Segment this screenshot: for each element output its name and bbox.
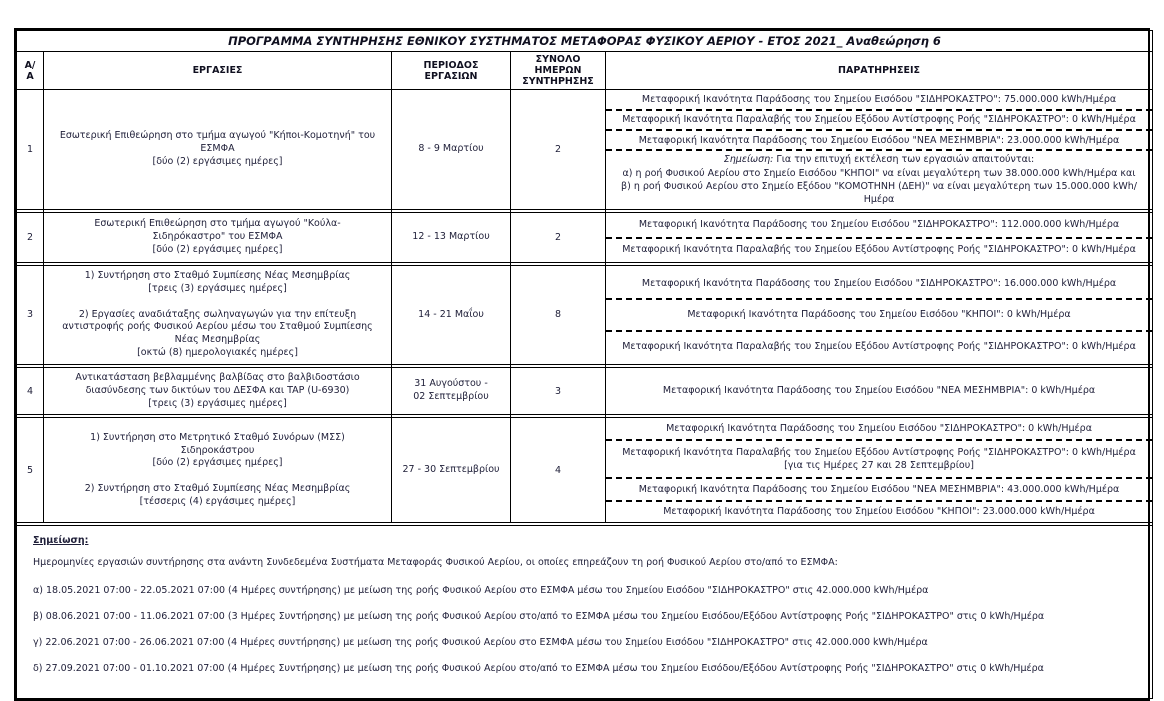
remark-box — [606, 149, 1152, 208]
table-row — [17, 90, 1153, 210]
column-header-days: ΣΥΝΟΛΟ ΗΜΕΡΩΝ ΣΥΝΤΗΡΗΣΗΣ — [511, 52, 606, 90]
tasks-cell — [44, 418, 392, 523]
document-title: ΠΡΟΓΡΑΜΜΑ ΣΥΝΤΗΡΗΣΗΣ ΕΘΝΙΚΟΥ ΣΥΣΤΗΜΑΤΟΣ ΜΕΤΑΦΟΡΑΣ ΦΥΣΙΚΟΥ ΑΕΡΙΟΥ - ΕΤΟΣ 2021_ Αναθεώρηση 6 — [17, 31, 1153, 52]
period-cell — [392, 90, 511, 210]
period-line: 12 - 13 Μαρτίου — [412, 231, 490, 243]
task-line: [τρεις (3) εργάσιμες ημέρες] — [148, 397, 287, 409]
remark-line: Μεταφορική Ικανότητα Παράδοσης του Σημείου Εισόδου "ΝΕΑ ΜΕΣΗΜΒΡΙΑ": 0 kWh/Ημέρα — [662, 385, 1096, 397]
remark-line: Σημείωση: Για την επιτυχή εκτέλεση των εργασιών απαιτούνται: — [723, 154, 1035, 166]
row-index-cell: 3 — [17, 266, 44, 365]
table-row — [17, 213, 1153, 263]
remarks-stack — [606, 214, 1152, 262]
remark-box — [606, 477, 1152, 499]
task-group — [58, 432, 377, 470]
period-line: 14 - 21 Μαΐου — [418, 308, 484, 320]
remark-line: Μεταφορική Ικανότητα Παράδοσης του Σημείου Εισόδου "ΣΙΔΗΡΟΚΑΣΤΡΟ": 75.000.000 kWh/Ημέρα — [641, 93, 1117, 105]
period-line: 8 - 9 Μαρτίου — [418, 143, 484, 155]
remark-line: β) η ροή Φυσικού Αερίου στο Σημείο Εξόδου "ΚΟΜΟΤΗΝΗ (ΔΕΗ)" να είναι μεγαλύτερη των 15.000.000 kWh/Ημέρα — [621, 180, 1137, 206]
remark-line: Μεταφορική Ικανότητα Παραλαβής του Σημείου Εξόδου Αντίστροφης Ροής "ΣΙΔΗΡΟΚΑΣΤΡΟ": 0 kWh/Ημέρα — [622, 340, 1136, 352]
remark-box — [606, 268, 1152, 298]
task-line: 1) Συντήρηση στο Μετρητικό Σταθμό Συνόρων (ΜΣΣ) Σιδηροκάστρου — [90, 431, 345, 456]
task-line: Αντικατάσταση βεβλαμμένης βαλβίδας στο βαλβιδοστάσιο διασύνδεσης των δικτύων του ΔΕΣΦΑ και TAP (U-6930) — [75, 371, 360, 396]
tasks-cell — [44, 213, 392, 263]
task-group — [58, 130, 377, 168]
remark-line: Μεταφορική Ικανότητα Παράδοσης του Σημείου Εισόδου "ΣΙΔΗΡΟΚΑΣΤΡΟ": 112.000.000 kWh/Ημέρα — [638, 219, 1120, 231]
period-cell — [392, 266, 511, 365]
task-line: 2) Εργασίες αναδιάταξης σωληναγωγών για την επίτευξη αντιστροφής ροής Φυσικού Αερίου μέσω του Σταθμού Συμπίεσης Νέας Μεσημβρίας — [62, 308, 373, 346]
tasks-cell — [44, 266, 392, 365]
period-cell — [392, 367, 511, 414]
row-index-cell: 2 — [17, 213, 44, 263]
note-prefix-label: Σημείωση: — [723, 154, 774, 166]
row-index-cell: 1 — [17, 90, 44, 210]
task-line: [τρεις (3) εργάσιμες ημέρες] — [148, 282, 287, 294]
remarks-stack — [606, 268, 1152, 361]
footer-note: δ) 27.09.2021 07:00 - 01.10.2021 07:00 (4 Ημέρες Συντήρησης) με μείωση της ροής Φυσικού Αερίου στο/από το ΕΣΜΦΑ μέσω του Σημείου Εισόδου/Εξόδου Αντίστροφης Ροής "ΣΙΔΗΡΟΚΑΣΤΡΟ" στις 0 kWh/Ημέρα — [33, 663, 1044, 675]
task-line: [δύο (2) εργάσιμες ημέρες] — [152, 457, 283, 469]
remark-box — [606, 298, 1152, 330]
footer-note: γ) 22.06.2021 07:00 - 26.06.2021 07:00 (4 Ημέρες συντήρησης) με μείωση της ροής Φυσικού Αερίου στο ΕΣΜΦΑ μέσω του Σημείου Εισόδου "ΣΙΔΗΡΟΚΑΣΤΡΟ" στις 42.000.000 kWh/Ημέρα — [33, 637, 928, 649]
remark-line: α) η ροή Φυσικού Αερίου στο Σημείο Εισόδου "ΚΗΠΟΙ" να είναι μεγαλύτερη των 38.000.000 kWh/Ημέρα και — [622, 167, 1136, 179]
footer-intro: Ημερομηνίες εργασιών συντήρησης στα ανάντη Συνδεδεμένα Συστήματα Μεταφοράς Φυσικού Αερίου, οι οποίες επηρεάζουν τη ροή Φυσικού Αερίου στο/από το ΕΣΜΦΑ: — [33, 557, 838, 569]
remark-box — [606, 330, 1152, 362]
days-cell: 8 — [511, 266, 606, 365]
period-line: 27 - 30 Σεπτεμβρίου — [402, 463, 500, 475]
footer-note: β) 08.06.2021 07:00 - 11.06.2021 07:00 (3 Ημέρες Συντήρησης) με μείωση της ροής Φυσικού Αερίου στο/από το ΕΣΜΦΑ μέσω του Σημείου Εισόδου/Εξόδου Αντίστροφης Ροής "ΣΙΔΗΡΟΚΑΣΤΡΟ" στις 0 kWh/Ημέρα — [33, 611, 1045, 623]
remark-line: Μεταφορική Ικανότητα Παράδοσης του Σημείου Εισόδου "ΣΙΔΗΡΟΚΑΣΤΡΟ": 16.000.000 kWh/Ημέρα — [641, 277, 1117, 289]
remarks-stack — [606, 91, 1152, 209]
footer-note: α) 18.05.2021 07:00 - 22.05.2021 07:00 (4 Ημέρες συντήρησης) με μείωση της ροής Φυσικού Αερίου στο ΕΣΜΦΑ μέσω του Σημείου Εισόδου "ΣΙΔΗΡΟΚΑΣΤΡΟ" στις 42.000.000 kWh/Ημέρα — [33, 585, 929, 597]
column-header-remarks: ΠΑΡΑΤΗΡΗΣΕΙΣ — [606, 52, 1153, 90]
remark-line: Μεταφορική Ικανότητα Παράδοσης του Σημείου Εισόδου "ΣΙΔΗΡΟΚΑΣΤΡΟ": 0 kWh/Ημέρα — [666, 423, 1092, 435]
task-line: [δύο (2) εργάσιμες ημέρες] — [152, 243, 283, 255]
header-row — [17, 52, 1153, 90]
row-index-cell: 5 — [17, 418, 44, 523]
task-line: Εσωτερική Επιθεώρηση στο τμήμα αγωγού "Κήποι-Κομοτηνή" του ΕΣΜΦΑ — [59, 130, 376, 155]
maintenance-program-table — [16, 30, 1153, 699]
tasks-cell — [44, 367, 392, 414]
days-cell: 3 — [511, 367, 606, 414]
table-row — [17, 266, 1153, 365]
remarks-cell — [606, 367, 1153, 414]
task-line: [τέσσερις (4) εργάσιμες ημέρες] — [139, 496, 296, 508]
remarks-cell — [606, 90, 1153, 210]
days-cell: 2 — [511, 213, 606, 263]
remark-box — [606, 500, 1152, 522]
remark-line: Μεταφορική Ικανότητα Παράδοσης του Σημείου Εισόδου "ΝΕΑ ΜΕΣΗΜΒΡΙΑ": 43.000.000 kWh/Ημέρα — [638, 483, 1120, 495]
period-cell — [392, 213, 511, 263]
task-line: Εσωτερική Επιθεώρηση στο τμήμα αγωγού "Κούλα-Σιδηρόκαστρο" του ΕΣΜΦΑ — [94, 218, 341, 243]
task-line: 1) Συντήρηση στο Σταθμό Συμπίεσης Νέας Μεσημβρίας — [84, 270, 351, 281]
task-line: [οκτώ (8) ημερολογιακές ημέρες] — [137, 347, 298, 359]
remark-box — [606, 109, 1152, 129]
remarks-stack — [606, 371, 1152, 412]
remark-box — [606, 439, 1152, 477]
remark-line: Μεταφορική Ικανότητα Παράδοσης του Σημείου Εισόδου "ΝΕΑ ΜΕΣΗΜΒΡΙΑ": 23.000.000 kWh/Ημέρα — [638, 134, 1120, 146]
remark-line: Μεταφορική Ικανότητα Παραλαβής του Σημείου Εξόδου Αντίστροφης Ροής "ΣΙΔΗΡΟΚΑΣΤΡΟ": 0 kWh/Ημέρα — [622, 114, 1136, 126]
remark-line: [για τις Ημέρες 27 και 28 Σεπτεμβρίου] — [784, 460, 974, 472]
remark-box — [606, 214, 1152, 237]
table-row — [17, 418, 1153, 523]
remark-box — [606, 419, 1152, 439]
footer-heading: Σημείωση: — [33, 535, 89, 547]
task-line: 2) Συντήρηση στο Σταθμό Συμπίεσης Νέας Μεσημβρίας — [84, 483, 351, 495]
remarks-stack — [606, 419, 1152, 522]
remark-line: Μεταφορική Ικανότητα Παραλαβής του Σημείου Εξόδου Αντίστροφης Ροής "ΣΙΔΗΡΟΚΑΣΤΡΟ": 0 kWh/Ημέρα — [622, 244, 1136, 256]
tasks-cell — [44, 90, 392, 210]
task-group — [58, 309, 377, 360]
task-line: [δύο (2) εργάσιμες ημέρες] — [152, 155, 283, 167]
remark-line: Μεταφορική Ικανότητα Παραλαβής του Σημείου Εξόδου Αντίστροφης Ροής "ΣΙΔΗΡΟΚΑΣΤΡΟ": 0 kWh/Ημέρα — [622, 446, 1136, 458]
column-header-period: ΠΕΡΙΟΔΟΣ ΕΡΓΑΣΙΩΝ — [392, 52, 511, 90]
remark-line: Μεταφορική Ικανότητα Παράδοσης του Σημείου Εισόδου "ΚΗΠΟΙ": 23.000.000 kWh/Ημέρα — [663, 506, 1095, 518]
footer-notes-list — [33, 585, 1136, 674]
days-cell: 2 — [511, 90, 606, 210]
column-header-aa: Α/Α — [17, 52, 44, 90]
period-cell — [392, 418, 511, 523]
maintenance-program-document — [14, 28, 1150, 701]
row-index-cell: 4 — [17, 367, 44, 414]
remark-line: Μεταφορική Ικανότητα Παράδοσης του Σημείου Εισόδου "ΚΗΠΟΙ": 0 kWh/Ημέρα — [687, 309, 1071, 321]
remarks-cell — [606, 266, 1153, 365]
task-group — [58, 483, 377, 509]
remark-box — [606, 129, 1152, 149]
days-cell: 4 — [511, 418, 606, 523]
footer-notes-section — [17, 526, 1153, 699]
table-row — [17, 367, 1153, 414]
remark-box — [606, 237, 1152, 262]
remark-box — [606, 91, 1152, 109]
footer-row — [17, 526, 1153, 699]
task-group — [58, 218, 377, 256]
period-line: 31 Αυγούστου - — [414, 378, 488, 390]
period-line: 02 Σεπτεμβρίου — [413, 391, 489, 403]
title-row — [17, 31, 1153, 52]
column-header-tasks: ΕΡΓΑΣΙΕΣ — [44, 52, 392, 90]
remark-box — [606, 371, 1152, 412]
remarks-cell — [606, 213, 1153, 263]
task-group — [58, 372, 377, 410]
remarks-cell — [606, 418, 1153, 523]
task-group — [58, 270, 377, 296]
